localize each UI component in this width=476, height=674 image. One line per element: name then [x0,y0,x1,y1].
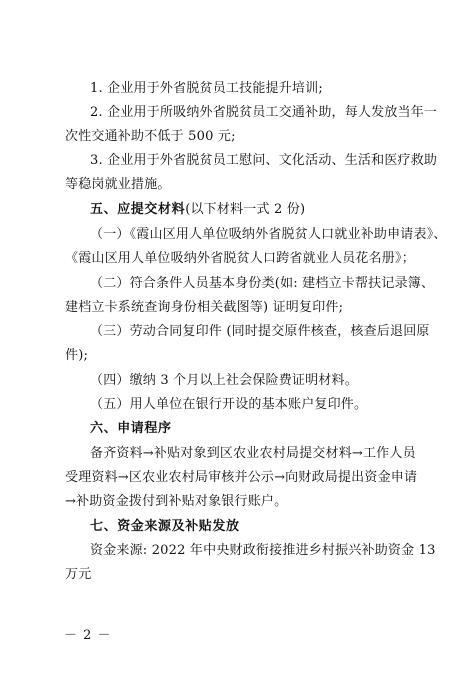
paragraph-line: 《霞山区用人单位吸纳外省脱贫人口跨省就业人员花名册》； [65,251,415,266]
paragraph-line: （二）符合条件人员基本身份类(如: 建档立卡帮扶记录簿、 [90,276,435,291]
paragraph-line: （一）《霞山区用人单位吸纳外省脱贫人口就业补助申请表》、 [90,227,447,242]
paragraph-line: 2. 企业用于所吸纳外省脱贫员工交通补助，每人发放当年一 [90,105,438,120]
paragraph-line: （五）用人单位在银行开设的基本账户复印件。 [90,397,368,412]
paragraph-line: （四）缴纳 3 个月以上社会保险费证明材料。 [90,373,358,388]
section-heading-text: 五、应提交材料 [90,202,186,217]
page-number: － 2 － [64,628,112,643]
paragraph-line: 件); [65,348,89,363]
paragraph-line: 受理资料→区农业农村局审核并公示→向财政局提出资金申请 [65,470,418,485]
paragraph-line: 建档立卡系统查询身份相关截图等) 证明复印件; [65,300,344,315]
paragraph-line: 资金来源: 2022 年中央财政衔接推进乡村振兴补助资金 13 [90,543,436,558]
paragraph-line: →补助资金拨付到补贴对象银行账户。 [65,494,288,509]
section-heading-note: (以下材料一式 2 份) [185,202,306,217]
paragraph-line: 备齐资料→补贴对象到区农业农村局提交材料→工作人员 [90,446,416,461]
paragraph-line: 1. 企业用于外省脱贫员工技能提升培训; [90,81,323,96]
paragraph-line: 等稳岗就业措施。 [65,177,171,192]
paragraph-line: 次性交通补助不低于 500 元; [65,129,236,144]
paragraph-line: 万元 [65,567,92,582]
paragraph-line: 3. 企业用于外省脱贫员工慰问、文化活动、生活和医疗救助 [90,153,438,168]
section-heading-7: 七、资金来源及补贴发放 [90,519,240,534]
section-heading-5 [90,202,305,218]
paragraph-line: （三）劳动合同复印件 (同时提交原件核查，核查后退回原 [90,324,430,339]
section-heading-6: 六、申请程序 [90,421,172,436]
